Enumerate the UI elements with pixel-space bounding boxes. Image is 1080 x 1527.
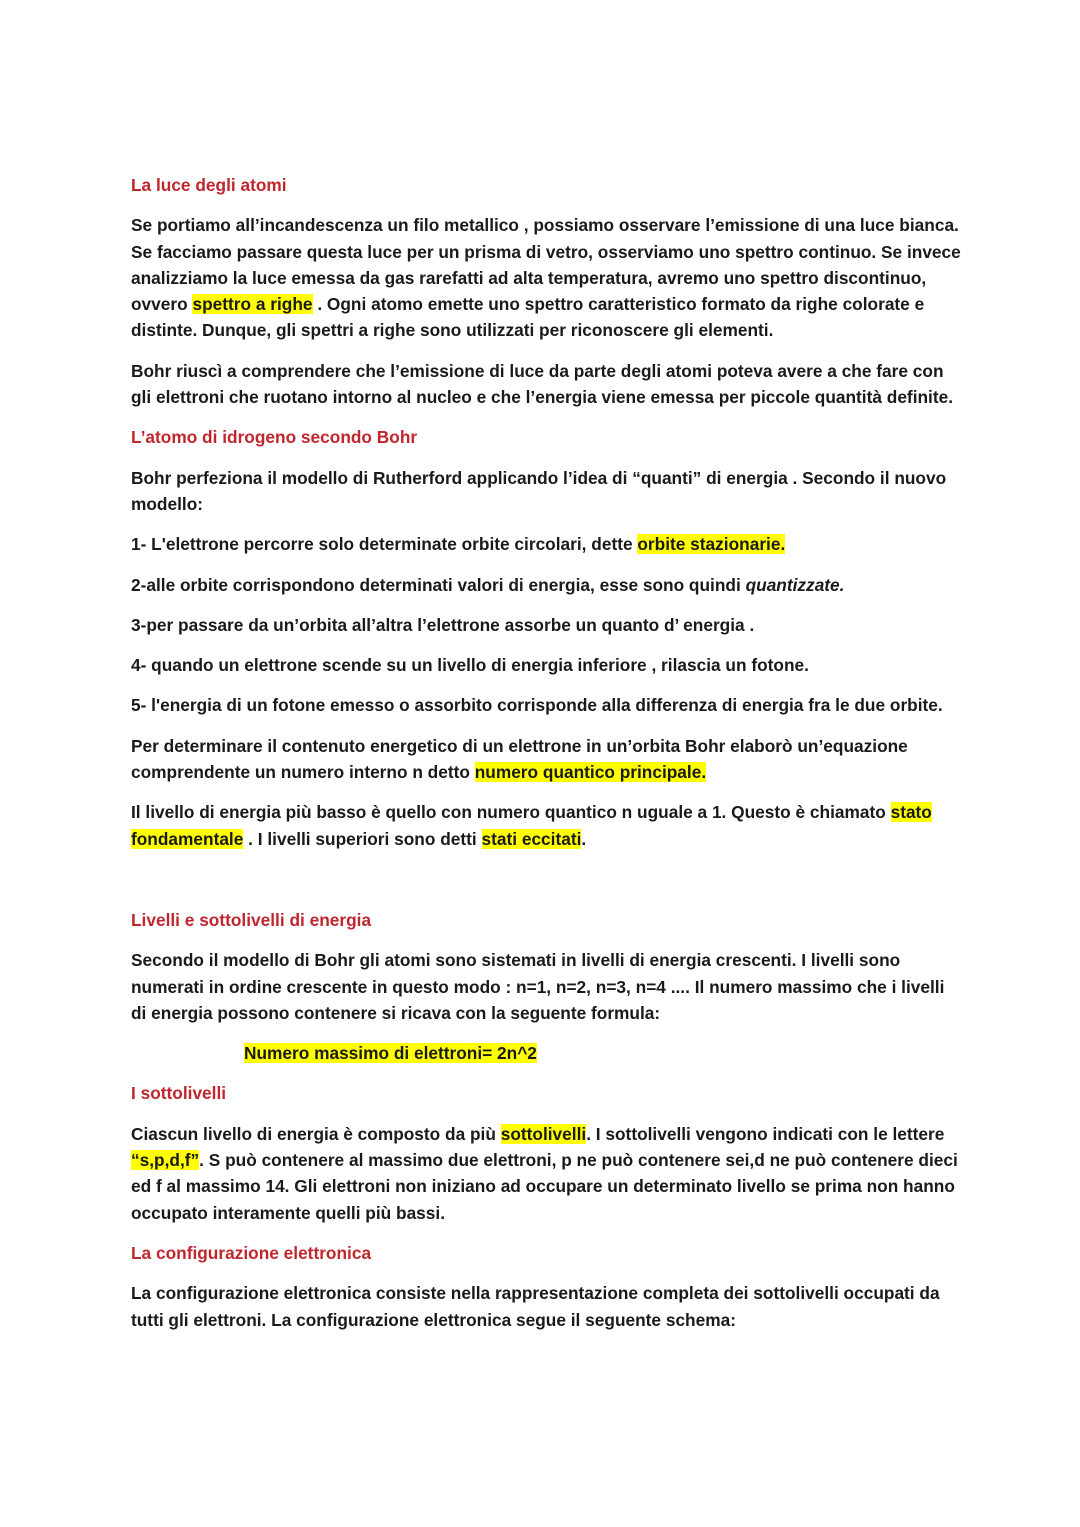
highlight-formula: Numero massimo di elettroni= 2n^2 [244,1043,537,1064]
paragraph-bohr-emissione: Bohr riuscì a comprendere che l’emissione di luce da parte degli atomi poteva avere a che fare con gli elettroni che ruotano intorno al nucleo e che l’energia viene emessa per piccole quantità definite. [131,360,954,408]
highlight-spdf: “s,p,d,f” [131,1150,200,1171]
highlight-sottolivelli: sottolivelli [500,1123,587,1144]
text-span: Ciascun livello di energia è composto da più [131,1123,501,1144]
list-item-1 [131,531,961,557]
text-span: . Ogni atomo emette uno spettro caratteristico formato da righe colorate e distinte. Dunque, gli spettri a righe sono utilizzati per riconoscere gli elementi. [131,294,925,341]
heading-sottolivelli: I sottolivelli [131,1083,227,1104]
text-span: . [581,828,587,849]
paragraph-spettro [131,212,961,343]
highlight-stato-fondamentale: stato fondamentale [131,802,932,849]
paragraph-livelli: Secondo il modello di Bohr gli atomi sono sistemati in livelli di energia crescenti. I livelli sono numerati in ordine crescente in questo modo : n=1, n=2, n=3, n=4 .... Il numero massimo che i livelli di energia possono contenere si ricava con la seguente formula: [131,950,945,1023]
paragraph-stato-fondamentale [131,799,961,852]
heading-configurazione: La configurazione elettronica [131,1242,372,1263]
heading-luce-atomi: La luce degli atomi [131,175,287,195]
document-page [131,172,961,1347]
paragraph-configurazione: La configurazione elettronica consiste nella rappresentazione completa dei sottolivelli occupati da tutti gli elettroni. La configurazione elettronica segue il seguente schema: [131,1283,940,1330]
list-item-4: 4- quando un elettrone scende su un livello di energia inferiore , rilascia un fotone. [131,655,809,676]
text-span: Il livello di energia più basso è quello con numero quantico n uguale a 1. Questo è chiamato [131,802,891,823]
text-span: . I livelli superiori sono detti [243,828,482,849]
spacer [131,866,961,907]
heading-livelli-sottolivelli: Livelli e sottolivelli di energia [131,909,372,930]
paragraph-bohr-intro: Bohr perfeziona il modello di Rutherford applicando l’idea di “quanti” di energia . Secondo il nuovo modello: [131,467,947,514]
text-span: . I sottolivelli vengono indicati con le lettere [586,1123,945,1144]
list-item-3: 3-per passare da un’orbita all’altra l’elettrone assorbe un quanto d’ energia . [131,614,755,635]
highlight-orbite-stazionarie: orbite stazionarie. [637,534,786,555]
text-span: 2-alle orbite corrispondono determinati valori di energia, esse sono quindi [131,574,746,595]
paragraph-sottolivelli [131,1121,961,1226]
list-item-2 [131,572,961,598]
paragraph-numero-quantico [131,733,961,786]
text-span: . S può contenere al massimo due elettroni, p ne può contenere sei,d ne può contenere dieci ed f al massimo 14. Gli elettroni non iniziano ad occupare un determinato livello se prima non hanno occupato interamente quelli più bassi. [131,1150,958,1223]
highlight-numero-quantico-principale: numero quantico principale. [474,762,707,783]
formula-line [244,1040,961,1066]
text-span: 1- L'elettrone percorre solo determinate orbite circolari, dette [131,534,638,555]
highlight-spettro-a-righe: spettro a righe [192,294,313,315]
italic-quantizzate: quantizzate. [745,574,845,595]
text-span: Se portiamo all’incandescenza un filo metallico , possiamo osservare l’emissione di una luce bianca. Se facciamo passare questa luce per un prisma di vetro, osserviamo uno spettro continuo. Se invece analizziamo la luce emessa da gas rarefatti ad alta temperatura, avremo uno spettro discontinuo, ovvero [131,215,961,315]
highlight-stati-eccitati: stati eccitati [481,828,582,849]
heading-atomo-idrogeno: L’atomo di idrogeno secondo Bohr [131,427,418,448]
text-span: Per determinare il contenuto energetico di un elettrone in un’orbita Bohr elaborò un’equazione comprendente un numero interno n detto [131,735,908,783]
list-item-5: 5- l'energia di un fotone emesso o assorbito corrisponde alla differenza di energia fra le due orbite. [131,695,943,716]
